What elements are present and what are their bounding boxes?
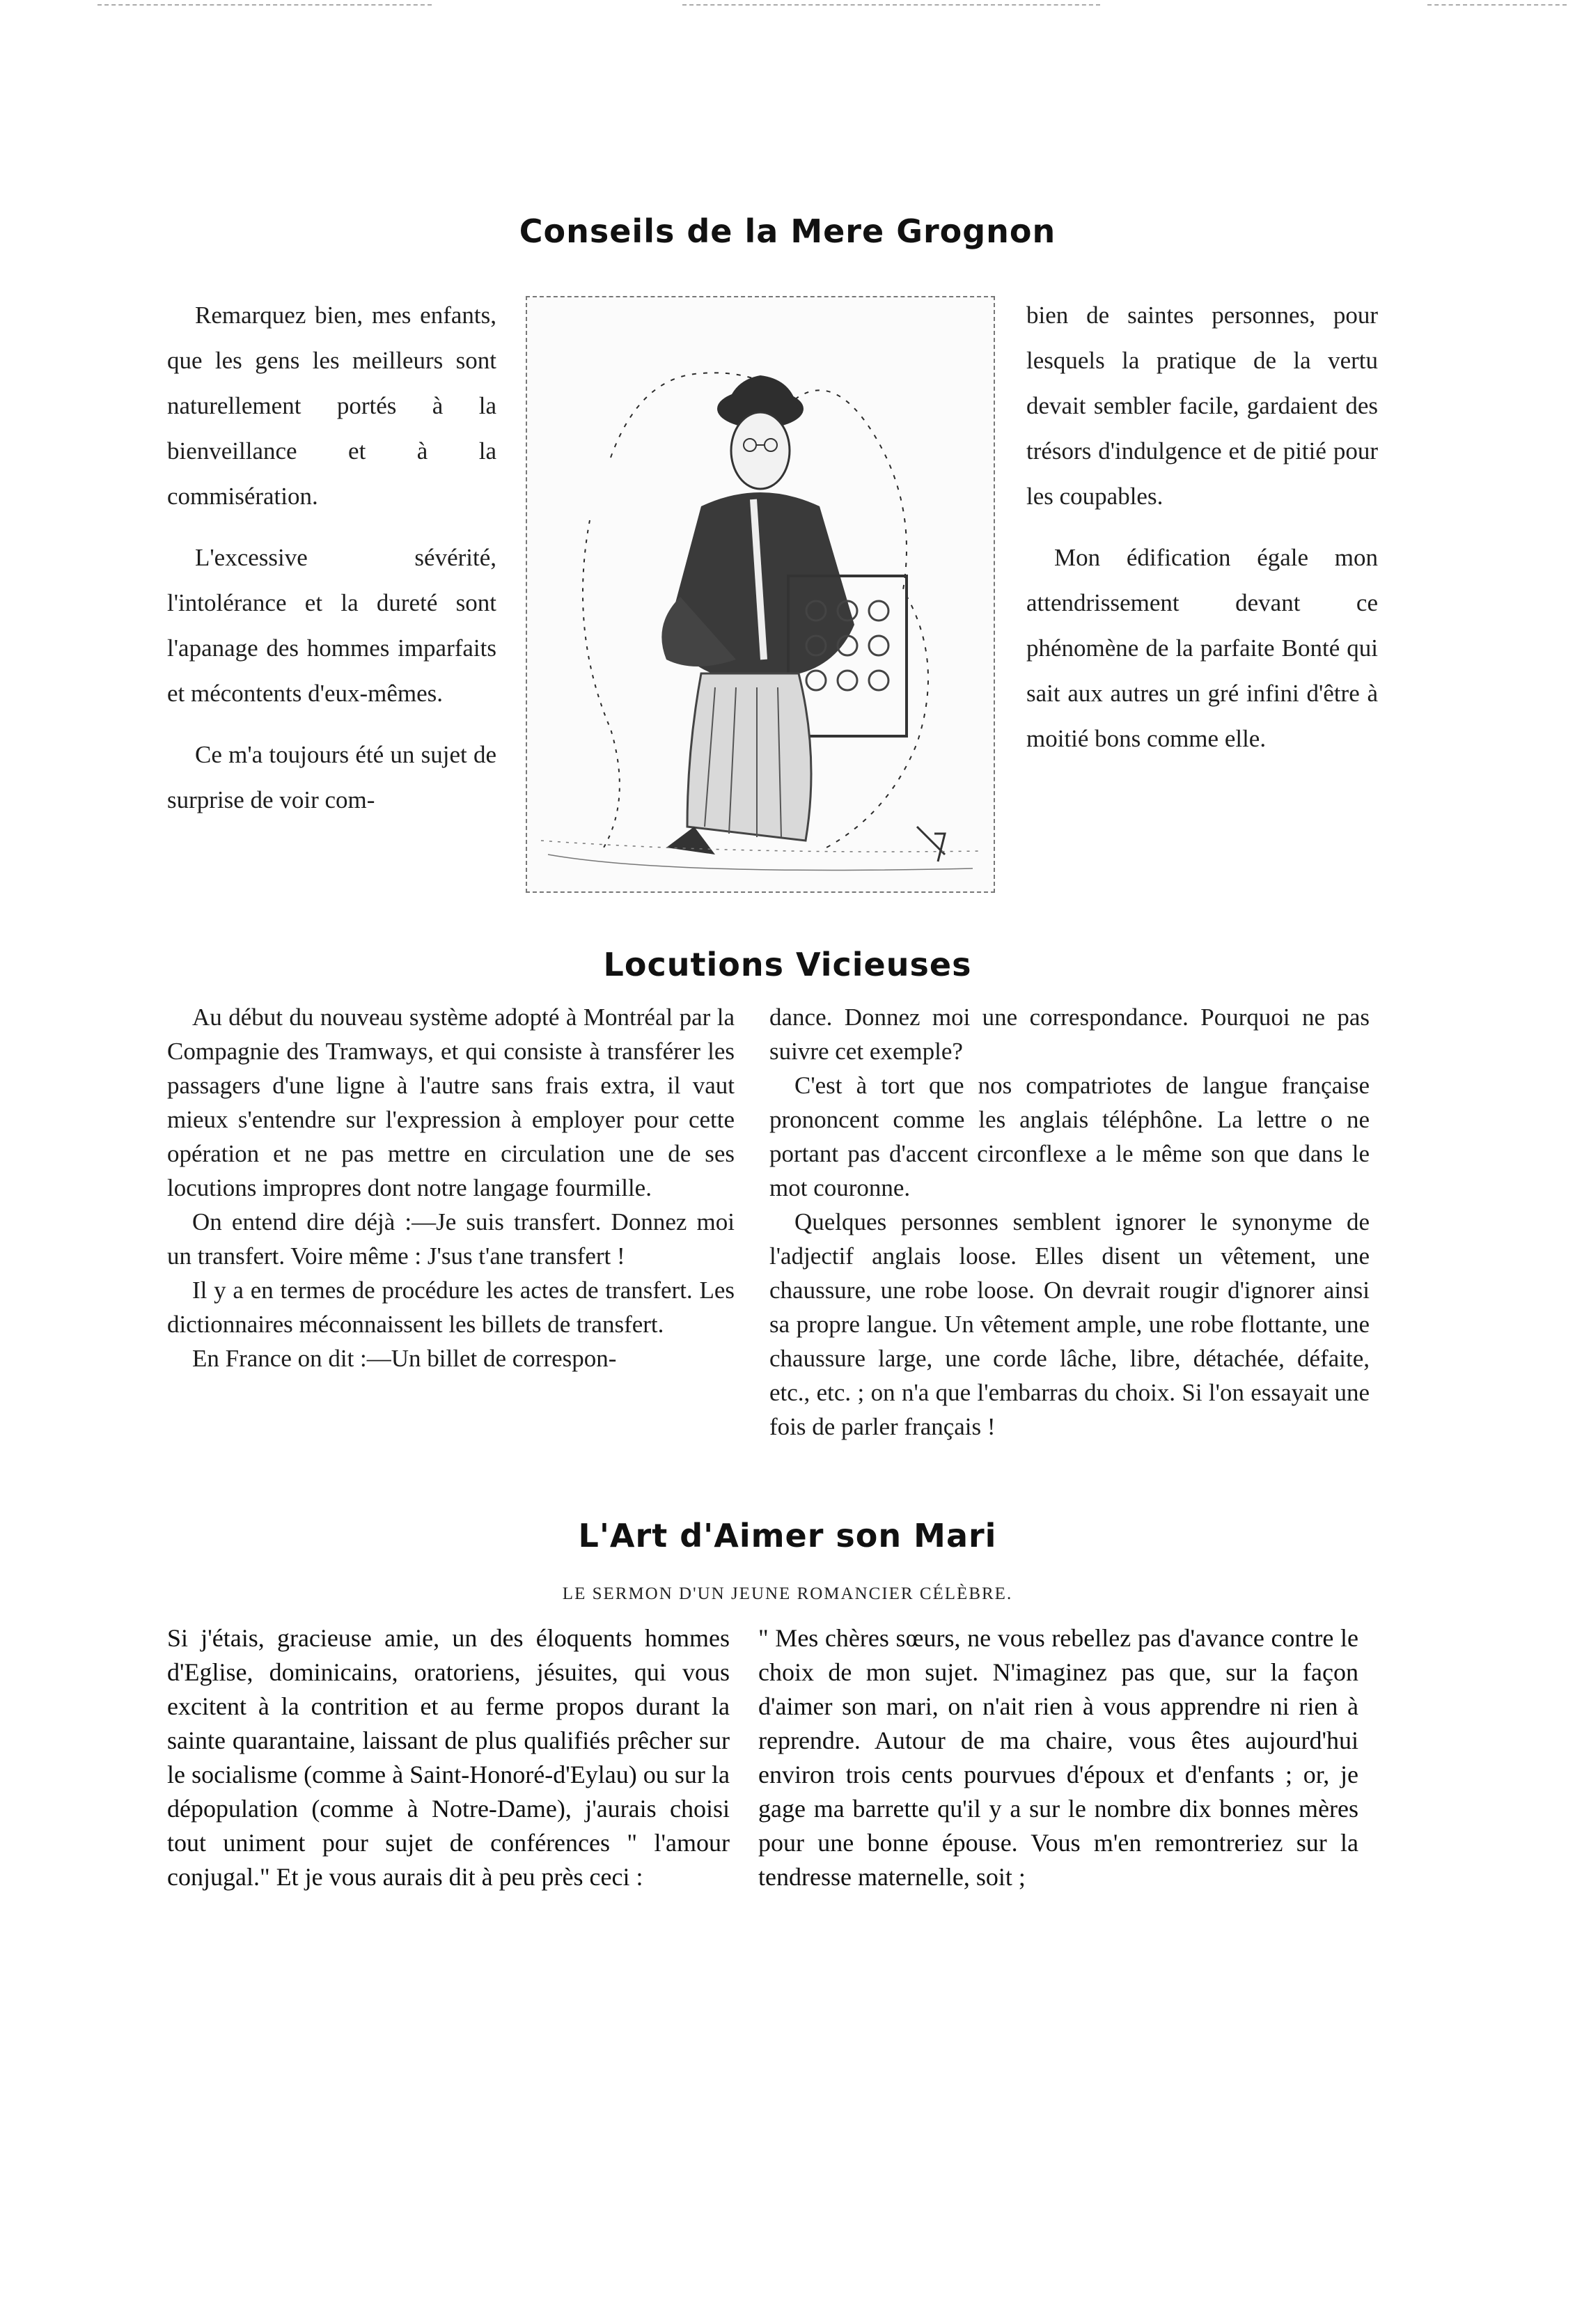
edge-mark	[1427, 4, 1567, 6]
paragraph: " Mes chères sœurs, ne vous rebellez pas d'avance contre le choix de mon sujet. N'imaginez pas que, sur la façon d'aimer son mari, on n'ait rien à vous apprendre ni rien à reprendre. Autour de ma chaire, vous êtes aujourd'hui environ trois cents pourvues d'époux et d'enfants ; or, je gage ma barrette qu'il y a sur le nombre dix bonnes mères pour une bonne épouse. Vous m'en remontreriez sur la tendresse maternelle, soit ;	[758, 1624, 1358, 1891]
section1-right-column	[1026, 293, 1378, 777]
paragraph: On entend dire déjà :—Je suis transfert. Donnez moi un transfert. Voire même : J'sus t'ane transfert !	[167, 1208, 735, 1270]
paragraph: dance. Donnez moi une correspondance. Pourquoi ne pas suivre cet exemple?	[769, 1004, 1370, 1065]
paragraph: En France on dit :—Un billet de correspon-	[192, 1345, 617, 1372]
section3-right-column	[758, 1621, 1358, 1894]
illustration-old-woman	[526, 296, 995, 893]
section2-title: Locutions Vicieuses	[603, 946, 972, 983]
paragraph: Il y a en termes de procédure les actes de transfert. Les dictionnaires méconnaissent les billets de transfert.	[167, 1277, 735, 1338]
paragraph: Au début du nouveau système adopté à Montréal par la Compagnie des Tramways, et qui consiste à transférer les passagers d'une ligne à l'autre sans frais extra, il vaut mieux s'entendre sur l'expression à employer pour cette opération et ne pas mettre en circulation une de ses locutions impropres dont notre langage fourmille.	[167, 1004, 735, 1201]
section3-subtitle: LE SERMON D'UN JEUNE ROMANCIER CÉLÈBRE.	[562, 1584, 1013, 1603]
section1-title: Conseils de la Mere Grognon	[519, 212, 1056, 250]
paragraph: bien de saintes personnes, pour lesquels la pratique de la vertu devait sembler facile, gardaient des trésors d'indulgence et de pitié pour les coupables.	[1026, 302, 1378, 510]
paragraph: Si j'étais, gracieuse amie, un des éloquents hommes d'Eglise, dominicains, oratoriens, jésuites, qui vous excitent à la contrition et au ferme propos durant la sainte quarantaine, laissant de plus qualifiés prêcher sur le socialisme (comme à Saint-Honoré-d'Eylau) ou sur la dépopulation (comme à Notre-Dame), j'aurais choisi tout uniment pour sujet de conférences " l'amour conjugal." Et je vous aurais dit à peu près ceci :	[167, 1624, 730, 1891]
paragraph: Ce m'a toujours été un sujet de surprise de voir com-	[167, 741, 496, 813]
paragraph: C'est à tort que nos compatriotes de langue française prononcent comme les anglais téléphône. La lettre o ne portant pas d'accent circonflexe a le même son que dans le mot couronne.	[769, 1072, 1370, 1201]
paragraph: L'excessive sévérité, l'intolérance et la dureté sont l'apanage des hommes imparfaits et mécontents d'eux-mêmes.	[167, 544, 496, 707]
section2-left-column	[167, 1000, 735, 1375]
section2-right-column	[769, 1000, 1370, 1444]
paragraph: Mon édification égale mon attendrissement devant ce phénomène de la parfaite Bonté qui sait aux autres un gré infini d'être à moitié bons comme elle.	[1026, 544, 1378, 752]
section1-left-column	[167, 293, 496, 839]
paragraph: Quelques personnes semblent ignorer le synonyme de l'adjectif anglais loose. Elles disent un vêtement, une chaussure, une robe loose. On devrait rougir d'ignorer ainsi sa propre langue. Un vêtement ample, une robe flottante, une chaussure large, une corde lâche, libre, détachée, défaite, etc., etc. ; on n'a que l'embarras du choix. Si l'on essayait une fois de parler français !	[769, 1208, 1370, 1440]
paragraph: Remarquez bien, mes enfants, que les gens les meilleurs sont naturellement portés à la bienveillance et à la commisération.	[167, 302, 496, 510]
section3-left-column	[167, 1621, 730, 1894]
edge-mark	[97, 4, 432, 6]
section3-title: L'Art d'Aimer son Mari	[578, 1517, 997, 1554]
engraving-image	[527, 297, 994, 891]
edge-mark	[682, 4, 1100, 6]
